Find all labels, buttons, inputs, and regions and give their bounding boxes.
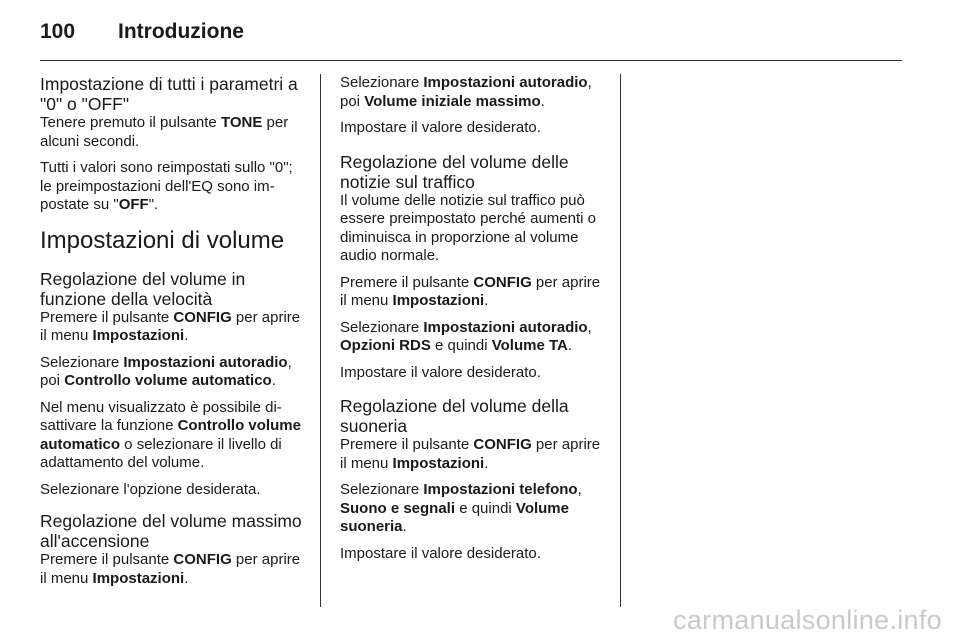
paragraph: Impostare il valore desiderato. [340,119,541,136]
paragraph: Premere il pulsante CONFIG per aprire il menu Impostazioni. [340,436,601,472]
column-divider-2 [620,74,621,607]
paragraph: Tenere premuto il pulsante TONE per alcuni secondi. [40,114,289,150]
page-number: 100 [40,20,76,43]
paragraph: Premere il pulsante CONFIG per aprire il menu Impostazioni. [340,273,601,309]
header-rule [40,60,902,61]
column-middle [340,74,608,571]
section-heading-max: Regolazione del volume massimo all'accensione [40,511,302,551]
paragraph: Nel menu visualizzato è possibile di‐sattivare la funzione Controllo volume automatico o selezionare il livello di adattamento del volume. [40,398,301,471]
paragraph: Tutti i valori sono reimpostati sullo "0"; le preimpostazioni dell'EQ sono im‐postate su "OFF". [40,159,293,213]
chapter-heading-volume: Impostazioni di volume [40,226,285,254]
paragraph: Selezionare Impostazioni autoradio, poi Controllo volume automatico. [40,353,292,389]
paragraph: Il volume delle notizie sul traffico può essere preimpostato perché aumenti o diminuisca in proporzione al volume audio normale. [340,191,596,264]
paragraph: Premere il pulsante CONFIG per aprire il menu Impostazioni. [40,551,301,587]
paragraph: Premere il pulsante CONFIG per aprire il menu Impostazioni. [40,308,301,344]
section-heading-speed: Regolazione del volume in funzione della velocità [40,268,246,309]
watermark: carmanualsonline.info [673,605,942,635]
section-heading-traffic: Regolazione del volume delle notizie sul traffico [340,151,569,192]
section-heading-ring: Regolazione del volume della suoneria [340,396,569,436]
column-left [40,74,308,596]
paragraph: Selezionare Impostazioni autoradio, Opzioni RDS e quindi Volume TA. [340,318,592,354]
paragraph: Impostare il valore desiderato. [340,544,541,562]
paragraph: Selezionare l'opzione desiderata. [40,480,261,498]
paragraph: Impostare il valore desiderato. [340,363,541,381]
page-title: Introduzione [118,20,244,43]
paragraph: Selezionare Impostazioni autoradio, poi Volume iniziale massimo. [340,74,592,110]
section-heading-reset: Impostazione di tutti i parametri a "0" o "OFF" [40,74,298,114]
paragraph: Selezionare Impostazioni telefono, Suono e segnali e quindi Volume suoneria. [340,481,582,535]
column-divider-1 [320,74,321,607]
